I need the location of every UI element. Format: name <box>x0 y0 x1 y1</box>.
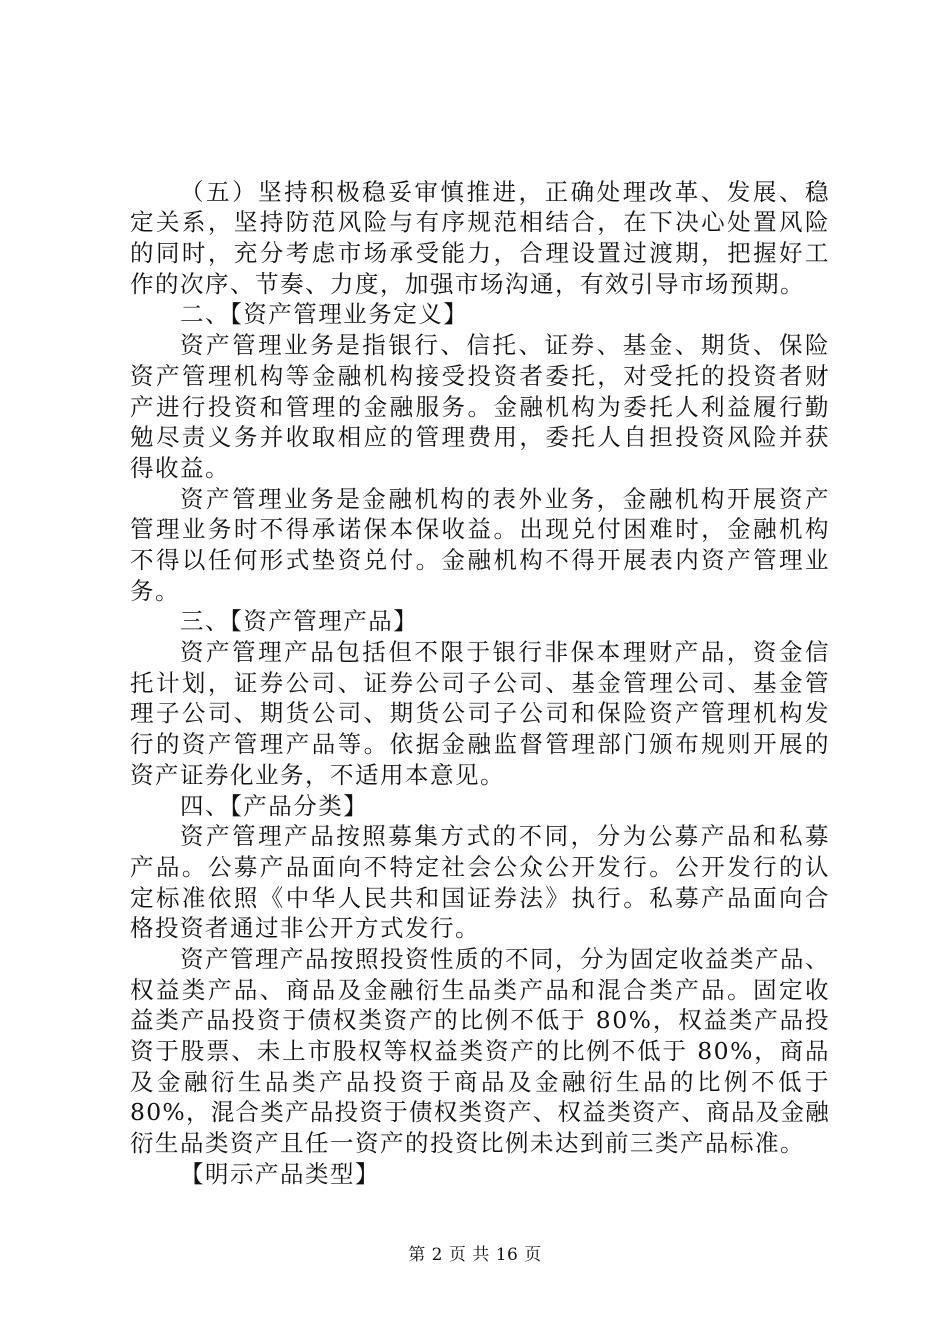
paragraph-2-line-2: 资产管理机构等金融机构接受投资者委托，对受托的投资者财 <box>130 362 830 390</box>
paragraph-2-line-5: 得收益。 <box>130 454 230 482</box>
paragraph-2-line-1: 资产管理业务是指银行、信托、证券、基金、期货、保险 <box>180 331 830 359</box>
paragraph-4-line-2: 托计划，证券公司、证券公司子公司、基金管理公司、基金管 <box>130 669 830 697</box>
paragraph-6-line-3: 益类产品投资于债权类资产的比例不低于 80%，权益类产品投 <box>130 1006 830 1034</box>
paragraph-1-line-2: 定关系，坚持防范风险与有序规范相结合，在下决心处置风险 <box>130 208 830 236</box>
page-footer: 第 2 页 共 16 页 <box>408 1245 542 1265</box>
section-heading-3: 三、【资产管理产品】 <box>180 607 419 635</box>
paragraph-6-line-6: 80%，混合类产品投资于债权类资产、权益类资产、商品及金融 <box>130 1098 830 1126</box>
paragraph-3-line-4: 务。 <box>130 577 180 605</box>
paragraph-6-line-5: 及金融衍生品类产品投资于商品及金融衍生品的比例不低于 <box>130 1068 830 1096</box>
paragraph-6-line-4: 资于股票、未上市股权等权益类资产的比例不低于 80%，商品 <box>130 1037 830 1065</box>
paragraph-3-line-3: 不得以任何形式垫资兑付。金融机构不得开展表内资产管理业 <box>130 546 830 574</box>
section-heading-2: 二、【资产管理业务定义】 <box>180 300 469 328</box>
paragraph-2-line-4: 勉尽责义务并收取相应的管理费用，委托人自担投资风险并获 <box>130 423 830 451</box>
paragraph-3-line-2: 管理业务时不得承诺保本保收益。出现兑付困难时，金融机构 <box>130 515 830 543</box>
paragraph-6-line-7: 衍生品类资产且任一资产的投资比例未达到前三类产品标准。 <box>130 1129 805 1157</box>
paragraph-6-line-2: 权益类产品、商品及金融衍生品类产品和混合类产品。固定收 <box>130 976 830 1004</box>
paragraph-2-line-3: 产进行投资和管理的金融服务。金融机构为委托人利益履行勤 <box>130 393 830 421</box>
paragraph-1-line-3: 的同时，充分考虑市场承受能力，合理设置过渡期，把握好工 <box>130 239 830 267</box>
section-heading-4: 四、【产品分类】 <box>180 792 369 820</box>
paragraph-3-line-1: 资产管理业务是金融机构的表外业务，金融机构开展资产 <box>180 485 830 513</box>
paragraph-1-line-4: 作的次序、节奏、力度，加强市场沟通，有效引导市场预期。 <box>130 270 805 298</box>
paragraph-5-line-2: 产品。公募产品面向不特定社会公众公开发行。公开发行的认 <box>130 853 830 881</box>
paragraph-5-line-1: 资产管理产品按照募集方式的不同，分为公募产品和私募 <box>180 822 830 850</box>
paragraph-6-line-1: 资产管理产品按照投资性质的不同，分为固定收益类产品、 <box>180 945 830 973</box>
paragraph-4-line-1: 资产管理产品包括但不限于银行非保本理财产品，资金信 <box>180 638 830 666</box>
paragraph-4-line-5: 资产证券化业务，不适用本意见。 <box>130 761 505 789</box>
paragraph-5-line-3: 定标准依照《中华人民共和国证券法》执行。私募产品面向合 <box>130 884 830 912</box>
paragraph-4-line-3: 理子公司、期货公司、期货公司子公司和保险资产管理机构发 <box>130 699 830 727</box>
section-heading-5: 【明示产品类型】 <box>180 1160 380 1188</box>
paragraph-4-line-4: 行的资产管理产品等。依据金融监督管理部门颁布规则开展的 <box>130 730 830 758</box>
paragraph-5-line-4: 格投资者通过非公开方式发行。 <box>130 914 480 942</box>
paragraph-1-line-1: （五）坚持积极稳妥审慎推进，正确处理改革、发展、稳 <box>180 178 830 206</box>
